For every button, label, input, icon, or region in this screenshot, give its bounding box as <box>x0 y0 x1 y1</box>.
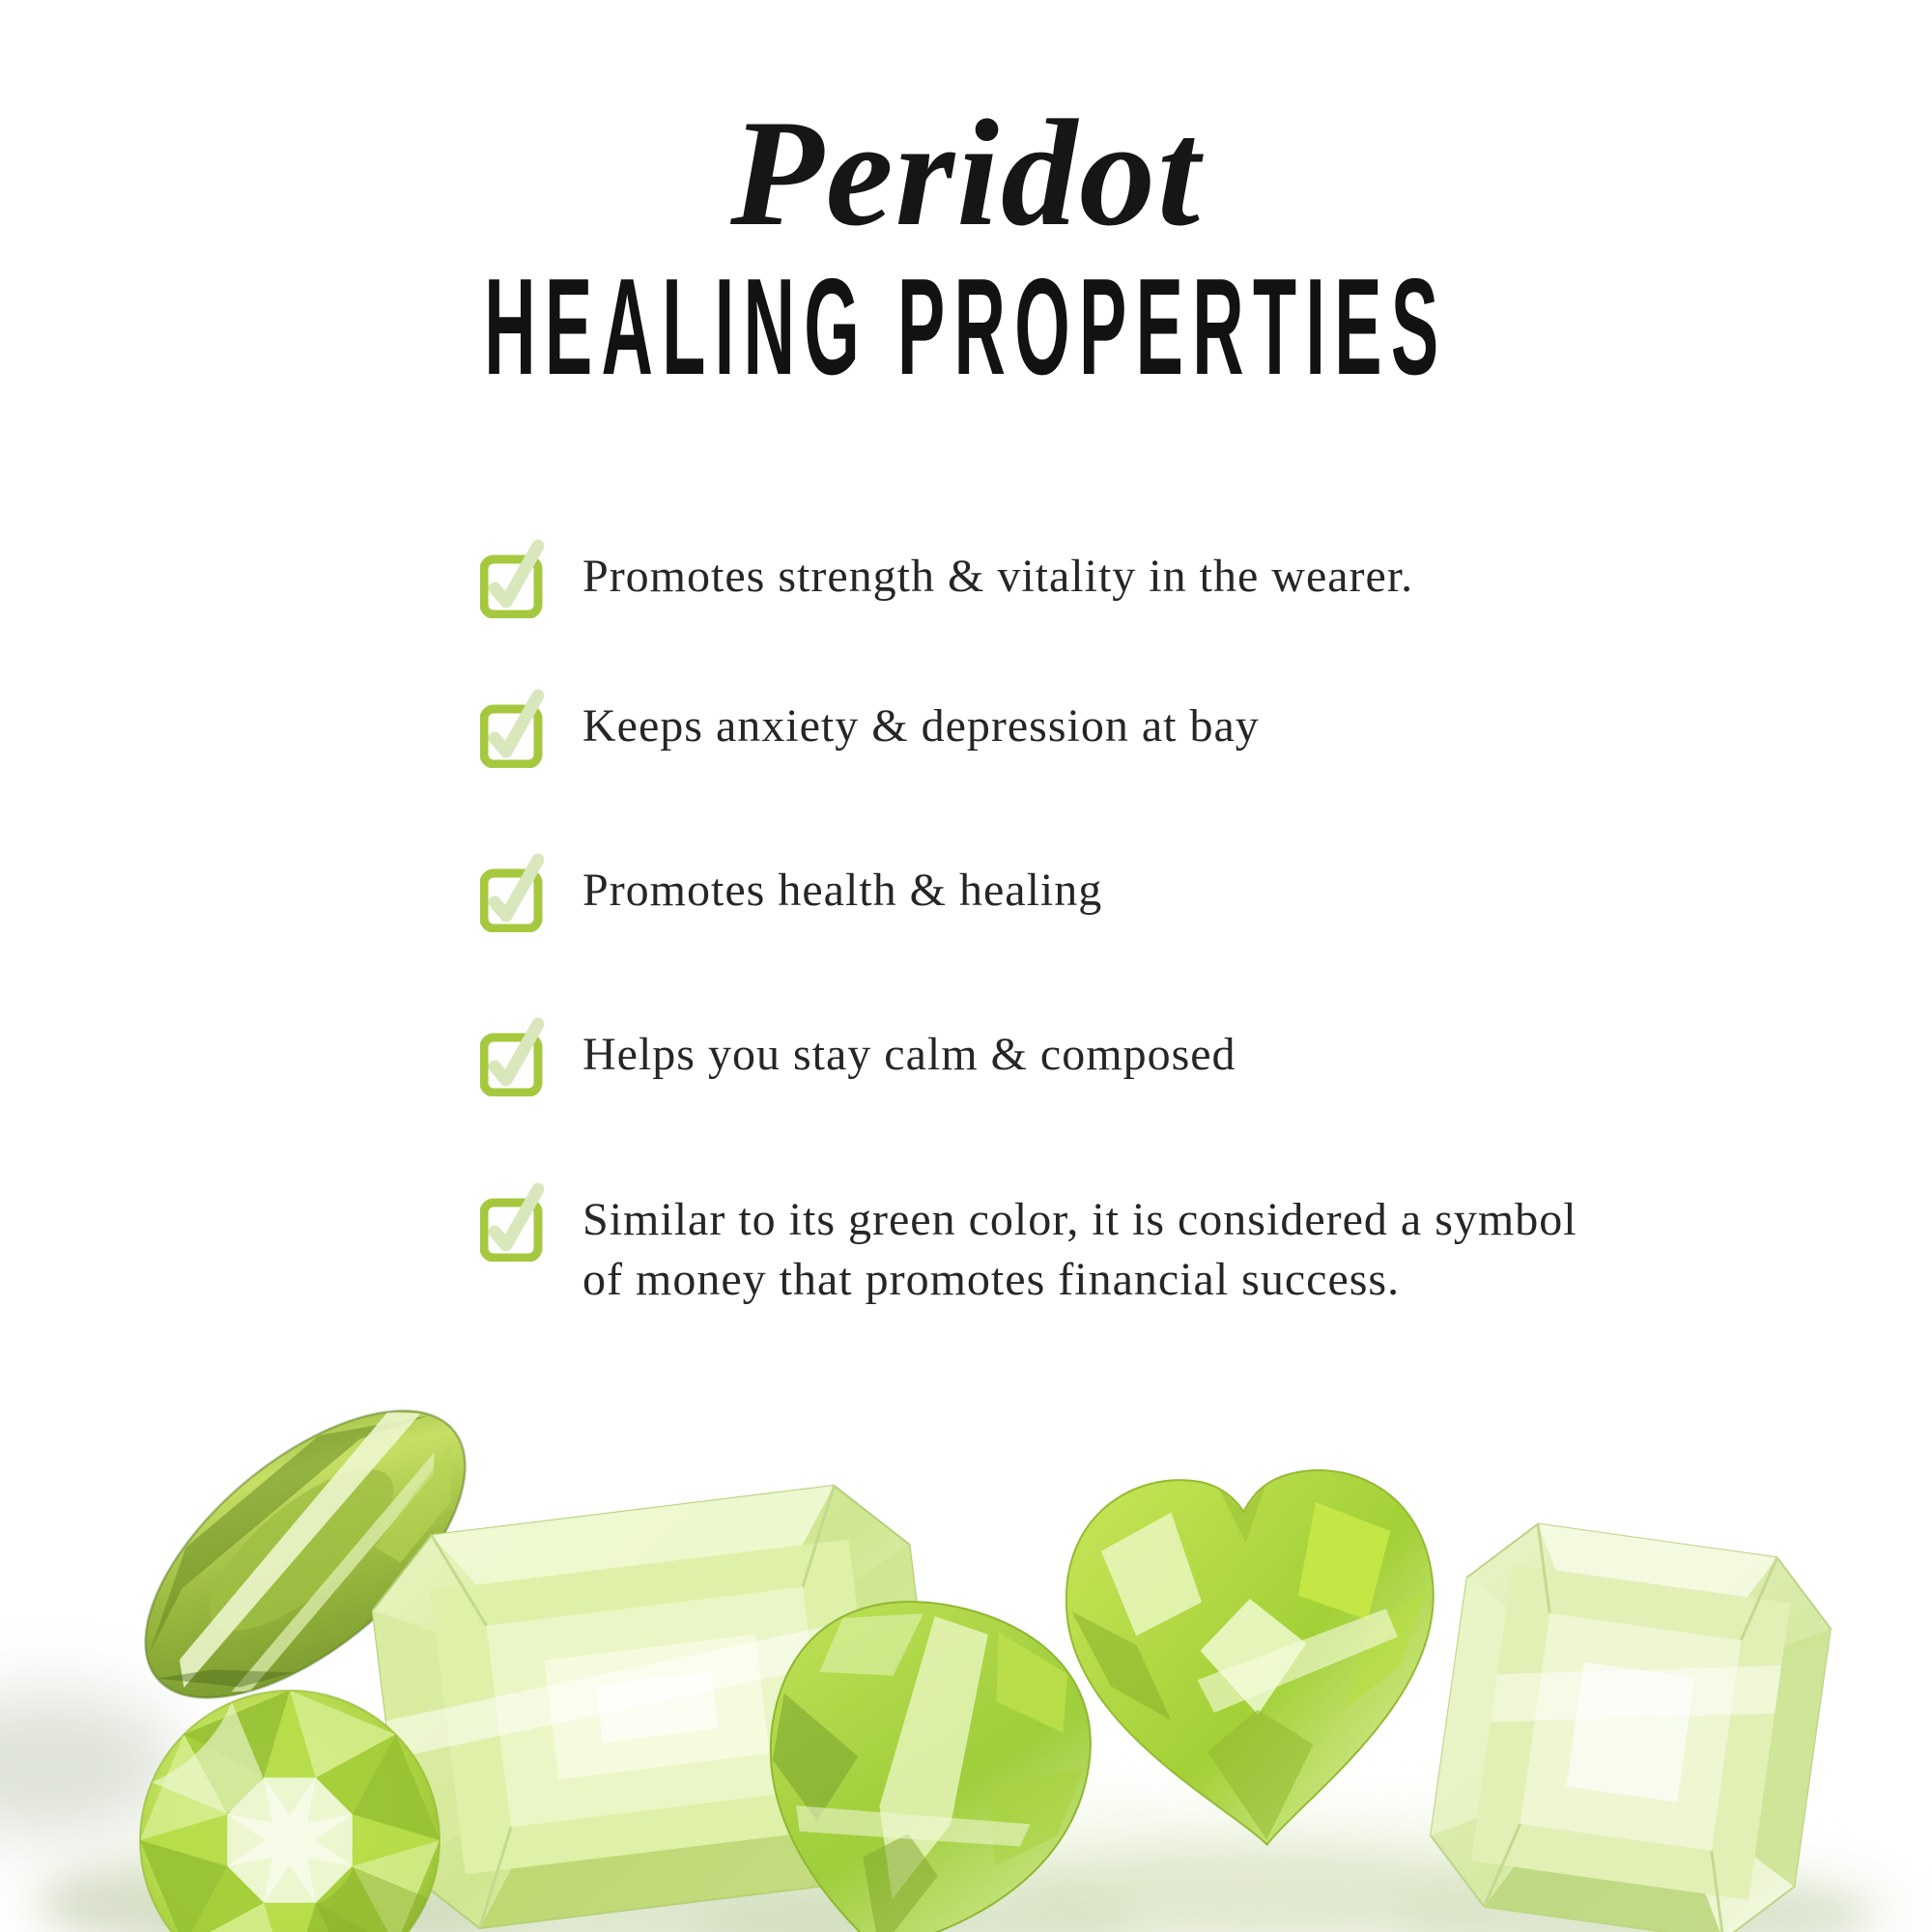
page-subtitle <box>0 250 1932 404</box>
checked-checkbox-icon <box>480 1180 544 1262</box>
checked-checkbox-icon <box>480 851 544 932</box>
list-item <box>480 1180 1587 1310</box>
list-item-text: Promotes strength & vitality in the wearer. <box>582 551 1414 602</box>
checked-checkbox-icon <box>480 1015 544 1096</box>
list-item-text: Promotes health & healing <box>582 865 1103 916</box>
list-item-text: Helps you stay calm & composed <box>582 1029 1236 1080</box>
list-item <box>480 851 1102 932</box>
list-item <box>480 537 1413 618</box>
list-item <box>480 1015 1236 1096</box>
list-item-text: Keeps anxiety & depression at bay <box>582 700 1260 752</box>
checked-checkbox-icon <box>480 537 544 618</box>
page-title: Peridot <box>730 89 1202 258</box>
list-item <box>480 687 1260 768</box>
checked-checkbox-icon <box>480 687 544 768</box>
gem-heart-cut <box>1058 1463 1450 1858</box>
page-subtitle-text: HEALING PROPERTIES <box>484 250 1448 404</box>
list-item-text: Similar to its green color, it is considered a symbol of money that promotes financial success. <box>582 1194 1577 1305</box>
gem-square-cut <box>1422 1516 1839 1932</box>
peridot-gems-photo <box>0 1338 1932 1932</box>
